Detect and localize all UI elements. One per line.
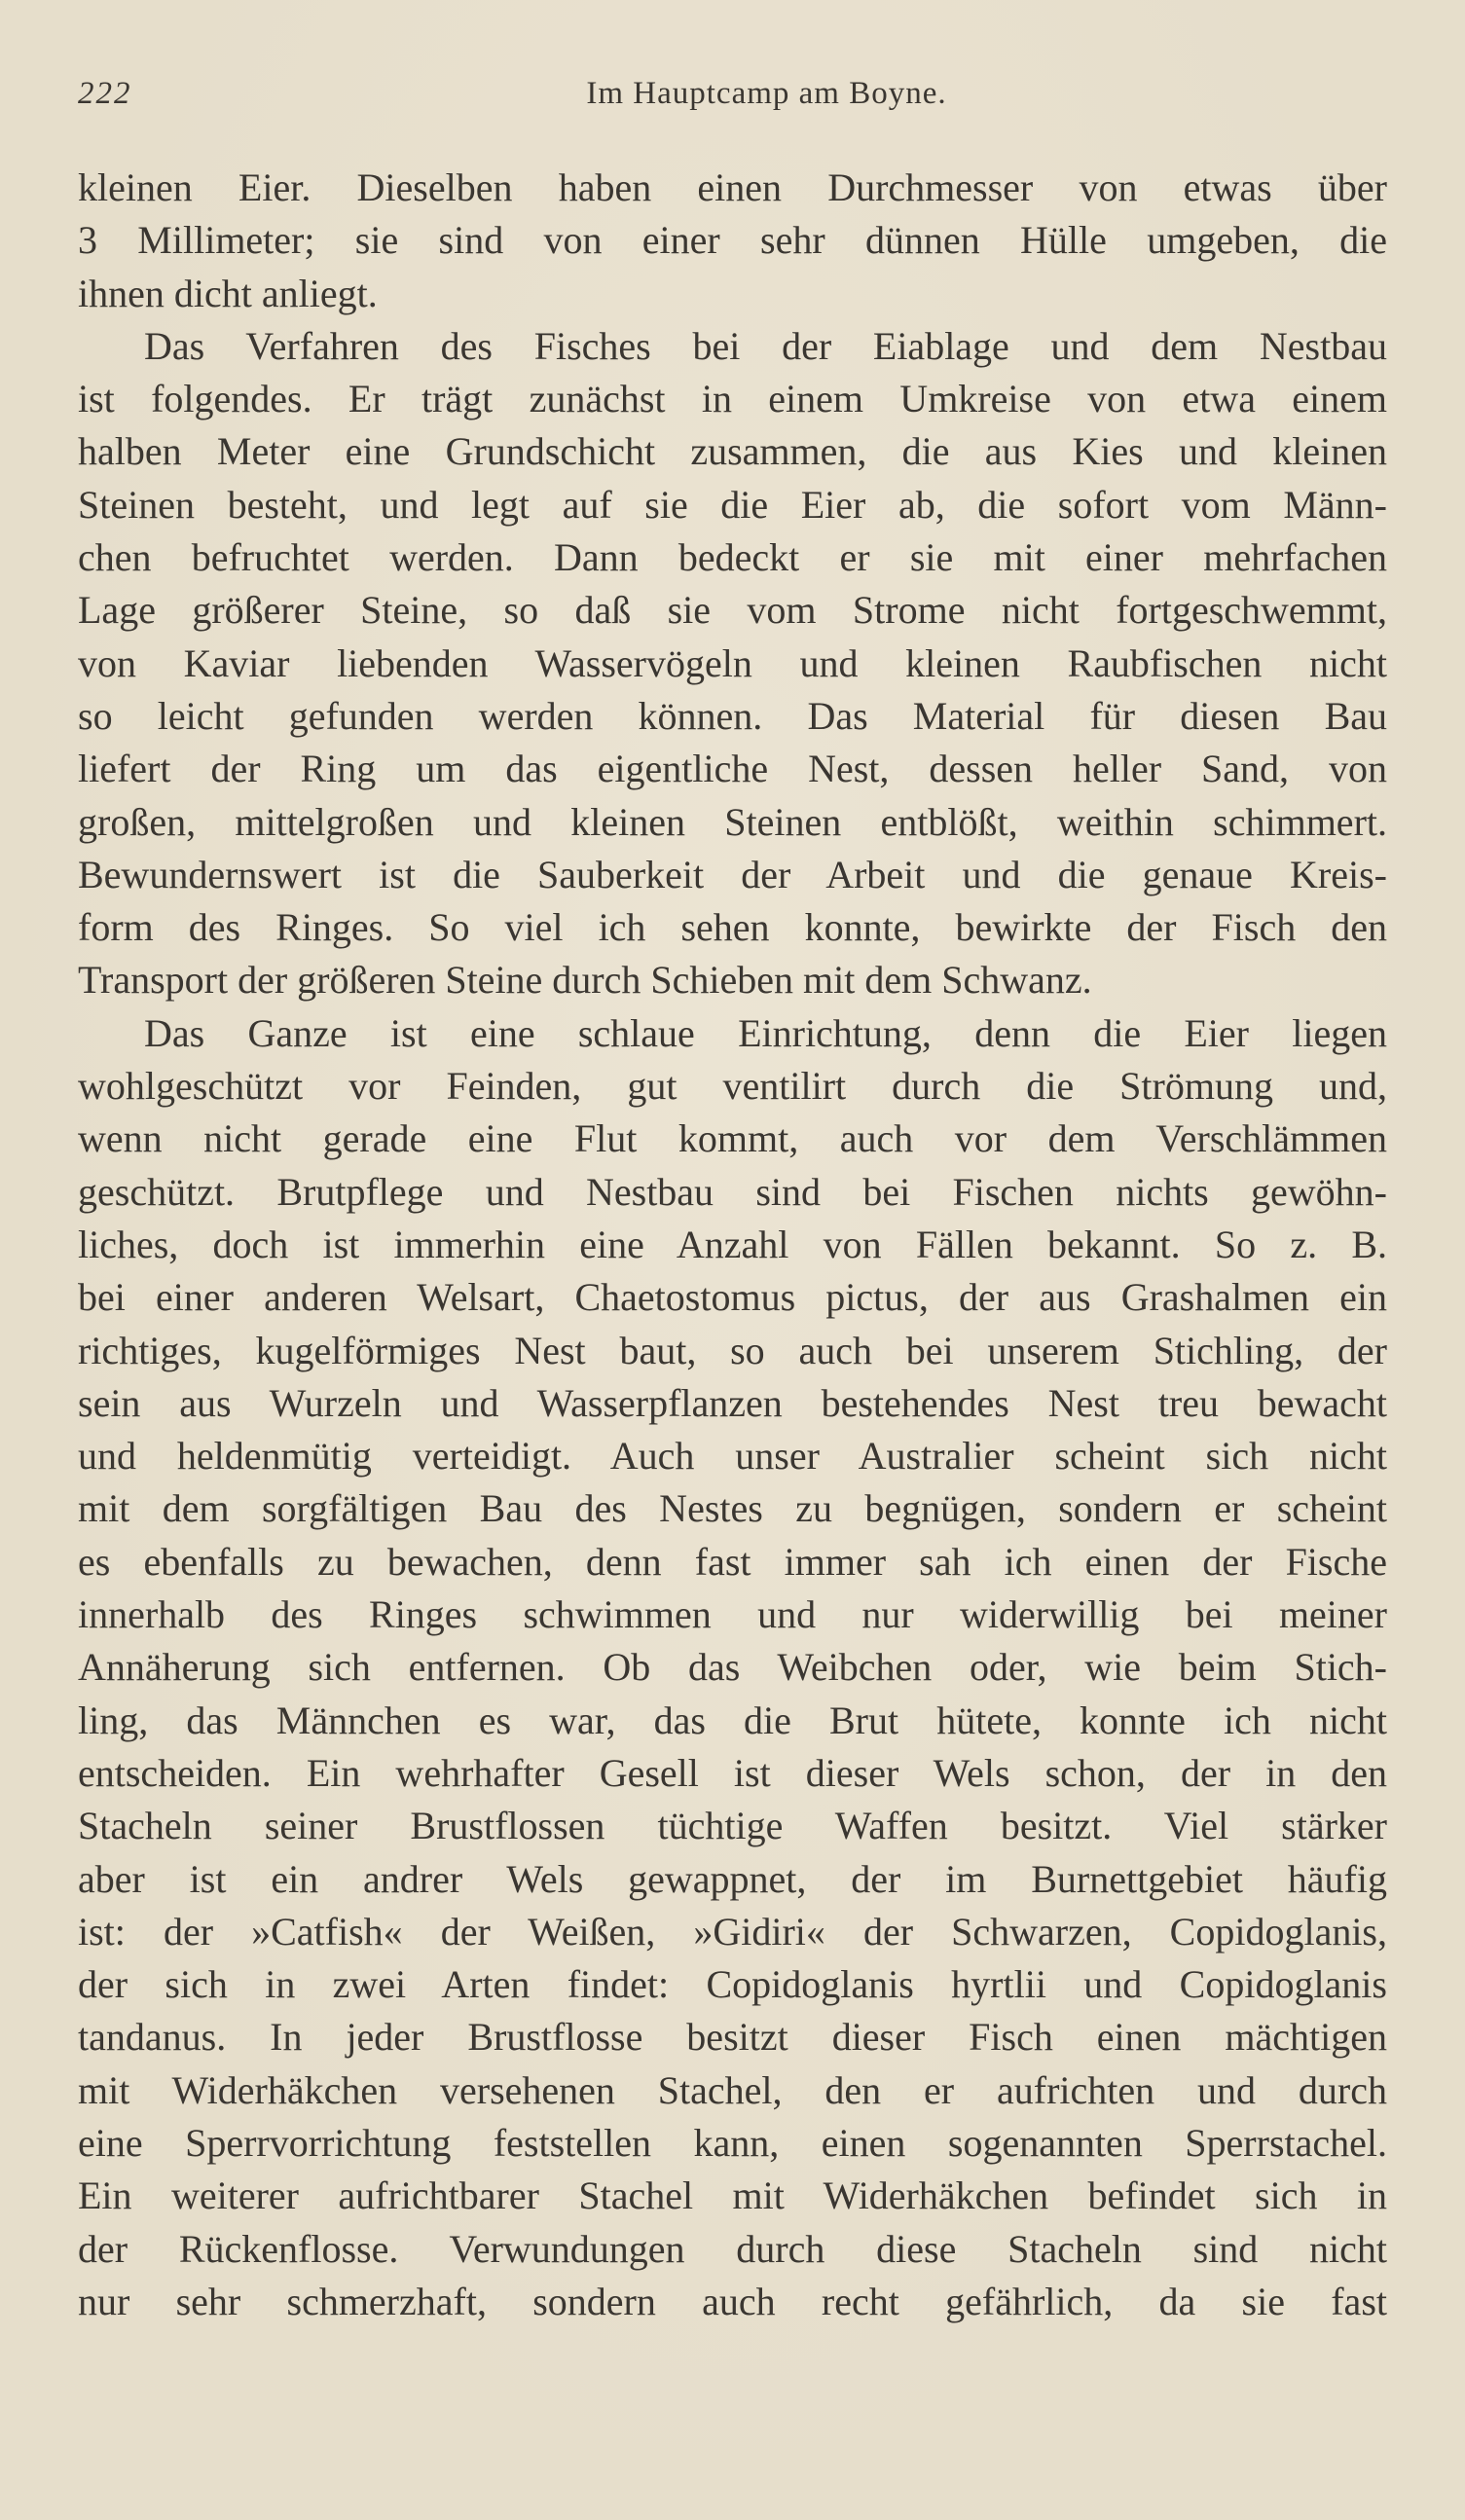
text-line: chen befruchtet werden. Dann bedeckt er sie mit einer mehrfachen	[78, 535, 1387, 580]
text-line: Steinen besteht, und legt auf sie die Eier ab, die sofort vom Männ-	[78, 482, 1387, 527]
running-title: Im Hauptcamp am Boyne.	[586, 76, 947, 111]
text-line: Stacheln seiner Brustflossen tüchtige Waffen besitzt. Viel stärker	[78, 1804, 1387, 1848]
text-line: Lage größerer Steine, so daß sie vom Strome nicht fortgeschwemmt,	[78, 588, 1387, 633]
text-line: kleinen Eier. Dieselben haben einen Durchmesser von etwas über	[78, 165, 1387, 209]
text-line: 3 Millimeter; sie sind von einer sehr dünnen Hülle umgeben, die	[78, 218, 1387, 263]
text-line: mit dem sorgfältigen Bau des Nestes zu begnügen, sondern er scheint	[78, 1486, 1387, 1531]
text-line: eine Sperrvorrichtung feststellen kann, einen sogenannten Sperrstachel.	[78, 2120, 1387, 2165]
text-line: richtiges, kugelförmiges Nest baut, so auch bei unserem Stichling, der	[78, 1328, 1387, 1372]
text-line: aber ist ein andrer Wels gewappnet, der im Burnettgebiet häufig	[78, 1856, 1387, 1901]
text-line: entscheiden. Ein wehrhafter Gesell ist dieser Wels schon, der in den	[78, 1750, 1387, 1795]
text-line: Ein weiterer aufrichtbarer Stachel mit Widerhäkchen befindet sich in	[78, 2173, 1387, 2218]
text-line: geschützt. Brutpflege und Nestbau sind bei Fischen nichts gewöhn-	[78, 1169, 1387, 1214]
text-line: nur sehr schmerzhaft, sondern auch recht gefährlich, da sie fast	[78, 2279, 1387, 2323]
text-line: innerhalb des Ringes schwimmen und nur widerwillig bei meiner	[78, 1592, 1387, 1637]
page-header	[78, 76, 1387, 125]
text-line: mit Widerhäkchen versehenen Stachel, den er aufrichten und durch	[78, 2067, 1387, 2112]
text-line: ihnen dicht anliegt.	[78, 271, 378, 315]
text-line: es ebenfalls zu bewachen, denn fast immer sah ich einen der Fische	[78, 1539, 1387, 1584]
text-line: von Kaviar liebenden Wasservögeln und kleinen Raubfischen nicht	[78, 640, 1387, 685]
text-line: so leicht gefunden werden können. Das Material für diesen Bau	[78, 693, 1387, 738]
body-text	[78, 162, 1387, 2328]
text-line: Bewundernswert ist die Sauberkeit der Arbeit und die genaue Kreis-	[78, 852, 1387, 896]
text-line: bei einer anderen Welsart, Chaetostomus pictus, der aus Grashalmen ein	[78, 1275, 1387, 1320]
page-number: 222	[78, 76, 132, 111]
text-line: großen, mittelgroßen und kleinen Steinen entblößt, weithin schimmert.	[78, 799, 1387, 844]
text-line: der sich in zwei Arten findet: Copidoglanis hyrtlii und Copidoglanis	[78, 1962, 1387, 2007]
text-line: liefert der Ring um das eigentliche Nest, dessen heller Sand, von	[78, 747, 1387, 791]
text-line: form des Ringes. So viel ich sehen konnte, bewirkte der Fisch den	[78, 905, 1387, 950]
text-line: liches, doch ist immerhin eine Anzahl von Fällen bekannt. So z. B.	[78, 1222, 1387, 1266]
text-line: tandanus. In jeder Brustflosse besitzt dieser Fisch einen mächtigen	[78, 2015, 1387, 2060]
text-line: ling, das Männchen es war, das die Brut hütete, konnte ich nicht	[78, 1698, 1387, 1742]
text-line: ist: der »Catfish« der Weißen, »Gidiri« der Schwarzen, Copidoglanis,	[78, 1909, 1387, 1954]
text-line: wenn nicht gerade eine Flut kommt, auch vor dem Verschlämmen	[78, 1116, 1387, 1161]
text-line: halben Meter eine Grundschicht zusammen, die aus Kies und kleinen	[78, 429, 1387, 474]
text-line: ist folgendes. Er trägt zunächst in einem Umkreise von etwa einem	[78, 377, 1387, 421]
text-line: der Rückenflosse. Verwundungen durch diese Stacheln sind nicht	[78, 2226, 1387, 2271]
text-line: sein aus Wurzeln und Wasserpflanzen bestehendes Nest treu bewacht	[78, 1380, 1387, 1425]
text-line: wohlgeschützt vor Feinden, gut ventilirt durch die Strömung und,	[78, 1064, 1387, 1109]
text-line: Annäherung sich entfernen. Ob das Weibchen oder, wie beim Stich-	[78, 1645, 1387, 1690]
text-line: und heldenmütig verteidigt. Auch unser Australier scheint sich nicht	[78, 1434, 1387, 1479]
text-line: Transport der größeren Steine durch Schieben mit dem Schwanz.	[78, 958, 1092, 1003]
text-line: Das Ganze ist eine schlaue Einrichtung, denn die Eier liegen	[144, 1010, 1387, 1055]
text-line: Das Verfahren des Fisches bei der Eiablage und dem Nestbau	[144, 323, 1387, 368]
